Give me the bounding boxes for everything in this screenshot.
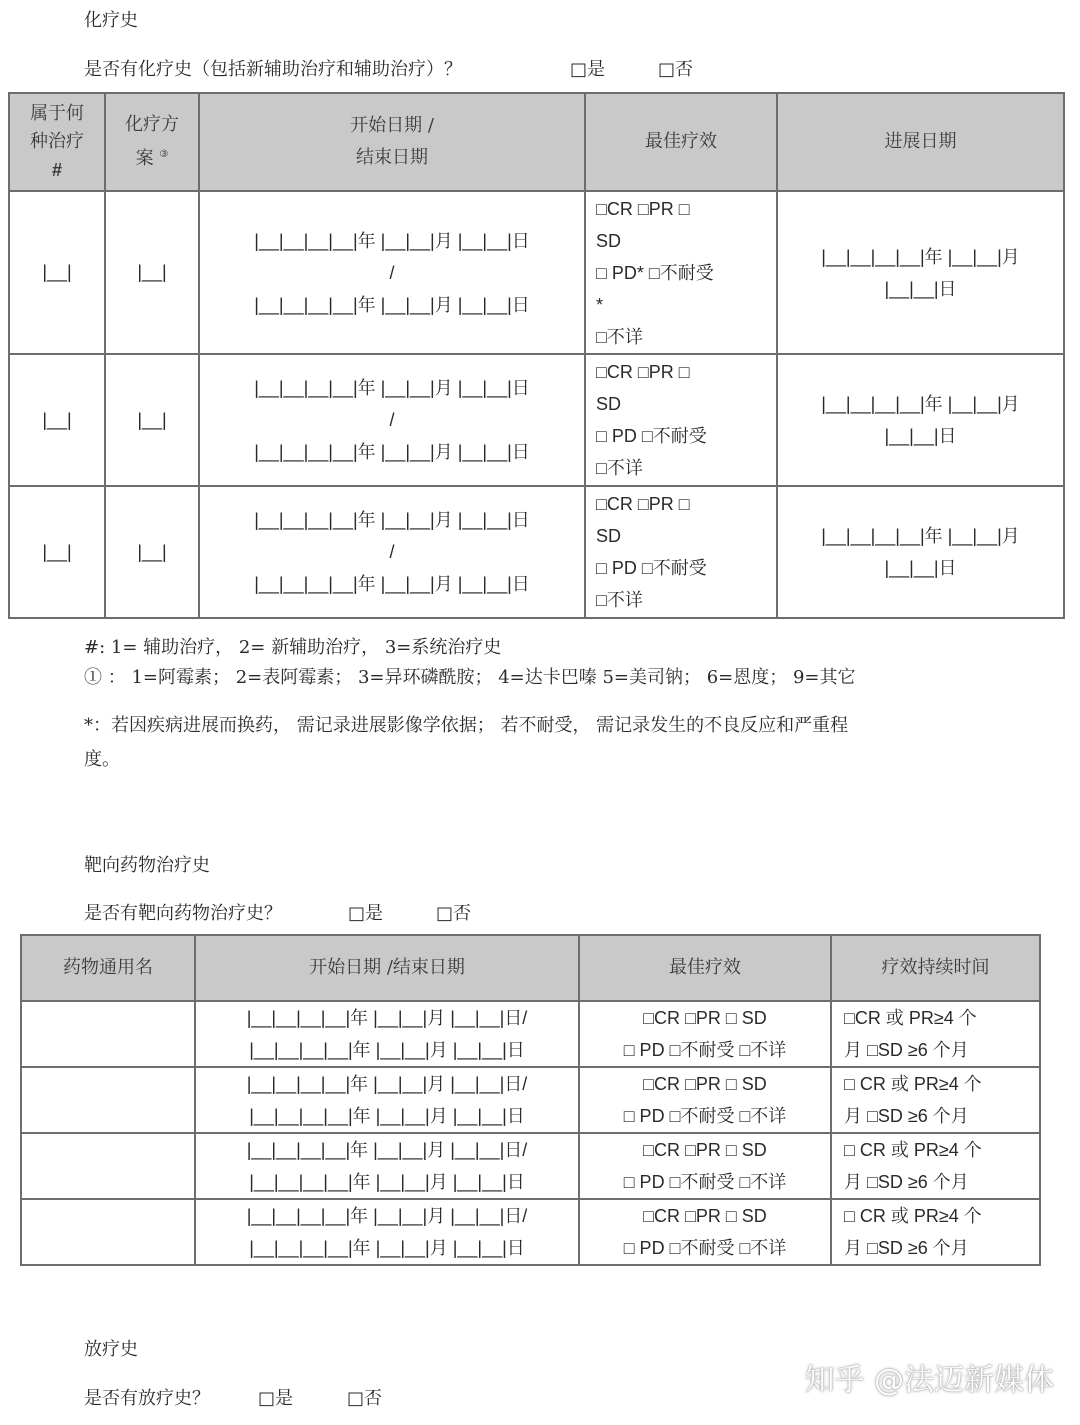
- header-dates-line2: 结束日期: [356, 147, 428, 168]
- chemo-table: [8, 92, 1065, 619]
- date-range-field[interactable]: [199, 486, 585, 618]
- header-regimen-line1: 化疗方: [125, 114, 179, 135]
- eff-line2: SD: [596, 230, 622, 251]
- end-date: |__|__|__|__|年 |__|__|月 |__|__|日: [254, 442, 530, 462]
- targeted-row: [21, 1133, 1040, 1199]
- date-range-field[interactable]: [199, 191, 585, 354]
- targeted-no-checkbox[interactable]: □否: [436, 903, 472, 924]
- header-best-response: 最佳疗效: [585, 93, 777, 191]
- legend-circle: ① ： 1=阿霉素； 2=表阿霉素； 3=异环磷酰胺； 4=达卡巴嗪 5=美司钠； 6=恩度； 9=其它: [84, 667, 856, 688]
- date-line2: |__|__|__|__|年 |__|__|月 |__|__|日: [249, 1106, 525, 1126]
- legend-hash: #: 1= 辅助治疗， 2= 新辅助治疗， 3=系统治疗史: [84, 637, 502, 658]
- eff-line1: □CR □PR □: [596, 198, 690, 219]
- date-line2: |__|__|__|__|年 |__|__|月 |__|__|日: [249, 1172, 525, 1192]
- treatment-type-field[interactable]: |__|: [9, 191, 105, 354]
- drug-name-field[interactable]: [21, 1199, 195, 1265]
- header-dates: 开始日期 /结束日期: [195, 935, 579, 1001]
- best-response-options[interactable]: [579, 1199, 831, 1265]
- targeted-yes-checkbox[interactable]: □是: [348, 903, 384, 924]
- header-treatment-type-line3: #: [51, 160, 62, 180]
- best-response-options[interactable]: [579, 1067, 831, 1133]
- progression-date-field[interactable]: [777, 486, 1064, 618]
- zhihu-watermark: 知乎 @法迈新媒体: [804, 1363, 1054, 1398]
- date-range-field[interactable]: [199, 354, 585, 486]
- date-line2: |__|__|__|__|年 |__|__|月 |__|__|日: [249, 1238, 525, 1258]
- dur-line1: □CR 或 PR≥4 个: [844, 1008, 977, 1028]
- eff-line2: □ PD □不耐受 □不详: [623, 1172, 787, 1192]
- dur-line2: 月 □SD ≥6 个月: [844, 1040, 969, 1060]
- prog-line2: |__|__|日: [884, 278, 957, 299]
- eff-line5: □不详: [596, 326, 643, 347]
- chemo-question: 是否有化疗史（包括新辅助治疗和辅助治疗）？: [84, 59, 462, 80]
- targeted-row: [21, 1001, 1040, 1067]
- duration-options[interactable]: [831, 1199, 1040, 1265]
- targeted-row: [21, 1067, 1040, 1133]
- eff-line4: □不详: [596, 458, 643, 478]
- date-range-field[interactable]: [195, 1133, 579, 1199]
- targeted-row: [21, 1199, 1040, 1265]
- prog-line1: |__|__|__|__|年 |__|__|月: [821, 394, 1020, 414]
- header-drug-name: 药物通用名: [21, 935, 195, 1001]
- eff-line1: □CR □PR □ SD: [643, 1074, 767, 1094]
- chemo-no-checkbox[interactable]: □否: [658, 59, 694, 80]
- chemo-section-title: 化疗史: [84, 10, 138, 31]
- header-regimen-line2: 案: [135, 148, 154, 169]
- prog-line2: |__|__|日: [884, 426, 957, 446]
- best-response-options[interactable]: [585, 191, 777, 354]
- date-range-field[interactable]: [195, 1199, 579, 1265]
- eff-line3: □ PD □不耐受: [596, 426, 707, 446]
- header-dates-line1: 开始日期 /: [350, 115, 434, 136]
- chemo-yes-checkbox[interactable]: □是: [570, 59, 606, 80]
- date-range-field[interactable]: [195, 1001, 579, 1067]
- footnote-line2: 度。: [84, 749, 120, 770]
- date-slash: /: [389, 262, 395, 283]
- progression-date-field[interactable]: [777, 191, 1064, 354]
- eff-line1: □CR □PR □: [596, 494, 690, 514]
- header-regimen: [105, 93, 199, 191]
- regimen-field[interactable]: |__|: [105, 191, 199, 354]
- header-regimen-mark: ③: [159, 149, 169, 160]
- header-best-response: 最佳疗效: [579, 935, 831, 1001]
- prog-line1: |__|__|__|__|年 |__|__|月: [821, 526, 1020, 546]
- best-response-options[interactable]: [579, 1133, 831, 1199]
- best-response-options[interactable]: [585, 486, 777, 618]
- date-slash: /: [389, 542, 395, 562]
- treatment-type-field[interactable]: |__|: [9, 354, 105, 486]
- dur-line1: □ CR 或 PR≥4 个: [844, 1140, 982, 1160]
- dur-line2: 月 □SD ≥6 个月: [844, 1238, 969, 1258]
- date-range-field[interactable]: [195, 1067, 579, 1133]
- footnote-line1: *：若因疾病进展而换药， 需记录进展影像学依据； 若不耐受， 需记录发生的不良反应和严重程: [84, 715, 849, 736]
- targeted-table: [20, 934, 1041, 1266]
- duration-options[interactable]: [831, 1133, 1040, 1199]
- date-line1: |__|__|__|__|年 |__|__|月 |__|__|日/: [246, 1074, 528, 1094]
- eff-line3: □ PD □不耐受: [596, 558, 707, 578]
- eff-line1: □CR □PR □ SD: [643, 1008, 767, 1028]
- end-date: |__|__|__|__|年 |__|__|月 |__|__|日: [254, 294, 530, 315]
- drug-name-field[interactable]: [21, 1001, 195, 1067]
- date-line1: |__|__|__|__|年 |__|__|月 |__|__|日/: [246, 1140, 528, 1160]
- date-line2: |__|__|__|__|年 |__|__|月 |__|__|日: [249, 1040, 525, 1060]
- header-treatment-type-line1: 属于何: [30, 103, 84, 124]
- prog-line1: |__|__|__|__|年 |__|__|月: [821, 246, 1020, 267]
- start-date: |__|__|__|__|年 |__|__|月 |__|__|日: [254, 230, 530, 251]
- eff-line4: *: [596, 294, 604, 315]
- eff-line1: □CR □PR □: [596, 362, 690, 382]
- drug-name-field[interactable]: [21, 1133, 195, 1199]
- eff-line4: □不详: [596, 590, 643, 610]
- dur-line1: □ CR 或 PR≥4 个: [844, 1206, 982, 1226]
- eff-line2: □ PD □不耐受 □不详: [623, 1238, 787, 1258]
- duration-options[interactable]: [831, 1067, 1040, 1133]
- eff-line2: □ PD □不耐受 □不详: [623, 1040, 787, 1060]
- header-duration: 疗效持续时间: [831, 935, 1040, 1001]
- dur-line2: 月 □SD ≥6 个月: [844, 1172, 969, 1192]
- progression-date-field[interactable]: [777, 354, 1064, 486]
- chemo-row: [9, 191, 1064, 354]
- targeted-question: 是否有靶向药物治疗史？: [84, 903, 282, 924]
- eff-line3: □ PD* □不耐受: [596, 262, 714, 283]
- date-line1: |__|__|__|__|年 |__|__|月 |__|__|日/: [246, 1008, 528, 1028]
- start-date: |__|__|__|__|年 |__|__|月 |__|__|日: [254, 378, 530, 398]
- prog-line2: |__|__|日: [884, 558, 957, 578]
- eff-line1: □CR □PR □ SD: [643, 1140, 767, 1160]
- best-response-options[interactable]: [579, 1001, 831, 1067]
- eff-line2: SD: [596, 526, 622, 546]
- radio-no-checkbox[interactable]: □否: [347, 1388, 383, 1409]
- radio-yes-checkbox[interactable]: □是: [258, 1388, 294, 1409]
- dur-line2: 月 □SD ≥6 个月: [844, 1106, 969, 1126]
- start-date: |__|__|__|__|年 |__|__|月 |__|__|日: [254, 510, 530, 530]
- best-response-options[interactable]: [585, 354, 777, 486]
- header-treatment-type: [9, 93, 105, 191]
- chemo-row: [9, 486, 1064, 618]
- regimen-field[interactable]: |__|: [105, 354, 199, 486]
- drug-name-field[interactable]: [21, 1067, 195, 1133]
- eff-line1: □CR □PR □ SD: [643, 1206, 767, 1226]
- eff-line2: SD: [596, 394, 622, 414]
- radio-section-title: 放疗史: [84, 1339, 138, 1360]
- regimen-field[interactable]: |__|: [105, 486, 199, 618]
- header-progression-date: 进展日期: [777, 93, 1064, 191]
- end-date: |__|__|__|__|年 |__|__|月 |__|__|日: [254, 574, 530, 594]
- date-slash: /: [389, 410, 395, 430]
- treatment-type-field[interactable]: |__|: [9, 486, 105, 618]
- header-dates: [199, 93, 585, 191]
- date-line1: |__|__|__|__|年 |__|__|月 |__|__|日/: [246, 1206, 528, 1226]
- targeted-section-title: 靶向药物治疗史: [84, 855, 210, 876]
- dur-line1: □ CR 或 PR≥4 个: [844, 1074, 982, 1094]
- radio-question: 是否有放疗史？: [84, 1388, 210, 1409]
- eff-line2: □ PD □不耐受 □不详: [623, 1106, 787, 1126]
- header-treatment-type-line2: 种治疗: [30, 131, 84, 152]
- chemo-row: [9, 354, 1064, 486]
- duration-options[interactable]: [831, 1001, 1040, 1067]
